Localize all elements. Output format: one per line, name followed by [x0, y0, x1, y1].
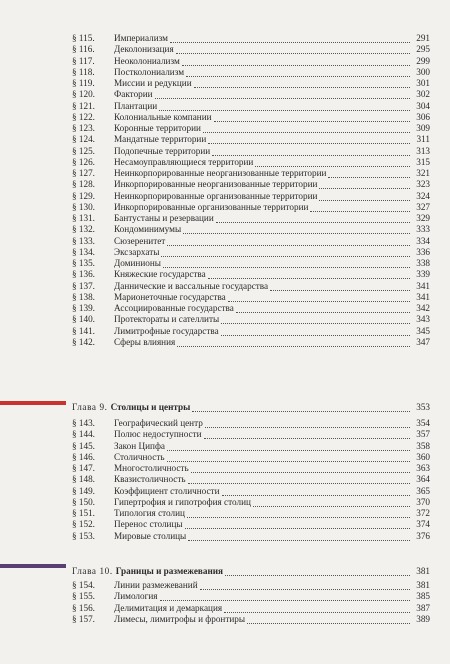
section-number: § 143.: [72, 418, 95, 428]
page-number: 347: [416, 336, 430, 347]
page-number: 339: [416, 269, 430, 280]
entry-title: Инкорпорированные неорганизованные территории: [114, 179, 318, 190]
toc-entry: [72, 429, 430, 440]
entry-title: Полюс недоступности: [114, 429, 202, 440]
section-number: § 147.: [72, 463, 95, 473]
page-number: 313: [416, 145, 430, 156]
leader-dots: [212, 147, 410, 156]
toc-entry: [72, 269, 430, 280]
toc-entry: [72, 236, 430, 247]
page-number: 385: [416, 591, 430, 602]
entry-title: Бантустаны и резервации: [114, 213, 214, 223]
section-number: § 124.: [72, 134, 95, 145]
toc-entry: [72, 44, 430, 55]
leader-dots: [328, 169, 410, 178]
section-number: § 131.: [72, 213, 95, 223]
section-number: § 123.: [72, 123, 95, 133]
leader-dots: [222, 487, 411, 496]
section-number: § 153.: [72, 530, 95, 541]
toc-entry: [72, 603, 430, 614]
toc-entry: [72, 67, 430, 78]
entry-title: Кондоминимумы: [114, 224, 182, 235]
toc-entry: [72, 292, 430, 303]
entry-title: Квазистоличность: [114, 474, 186, 485]
page-number: 336: [416, 246, 430, 257]
chapter-10-heading: [72, 566, 430, 577]
page-number: 302: [416, 89, 430, 100]
page-number: 343: [416, 314, 430, 325]
chapter-9-color-bar: [0, 401, 66, 405]
leader-dots: [204, 430, 410, 439]
section-number: § 145.: [72, 440, 95, 451]
toc-entry: [72, 337, 430, 348]
page-number: 354: [416, 418, 430, 428]
leader-dots: [270, 282, 410, 291]
entry-title: Колониальные компании: [114, 111, 212, 122]
leader-dots: [208, 270, 410, 279]
entry-title: Миссии и редукции: [114, 78, 192, 88]
toc-entry: [72, 531, 430, 542]
entry-title: Коэффициент столичности: [114, 485, 220, 496]
section-number: § 126.: [72, 156, 95, 167]
page-number: 334: [416, 235, 430, 246]
page-number: 329: [416, 213, 430, 223]
entry-title: Империализм: [114, 33, 168, 43]
entry-title: Фактории: [114, 89, 153, 100]
toc-entry: [72, 452, 430, 463]
leader-dots: [160, 592, 410, 601]
section-number: § 140.: [72, 314, 95, 325]
section-number: § 141.: [72, 325, 95, 336]
section-number: § 132.: [72, 224, 95, 235]
entry-title: Постколониализм: [114, 66, 185, 77]
entry-title: Даннические и вассальные государства: [114, 280, 269, 291]
chapter-10-entries: [72, 580, 430, 625]
page-number: 342: [416, 303, 430, 313]
leader-dots: [205, 419, 410, 428]
leader-dots: [167, 442, 410, 451]
toc-entry: [72, 213, 430, 224]
leader-dots: [163, 259, 410, 268]
section-number: § 117.: [72, 55, 95, 66]
leader-dots: [208, 135, 410, 144]
section-number: § 152.: [72, 519, 95, 530]
chapter-title: Границы и размежевания: [115, 566, 224, 576]
entry-title: Линии размежеваний: [114, 580, 198, 590]
entry-title: Типология столиц: [114, 508, 185, 518]
entry-title: Делимитация и демаркация: [114, 602, 223, 613]
leader-dots: [247, 615, 410, 624]
page-number: 363: [416, 463, 430, 473]
section-number: § 146.: [72, 451, 95, 462]
entry-title: Плантации: [114, 100, 158, 111]
leader-dots: [200, 581, 410, 590]
entry-title: Коронные территории: [114, 123, 201, 133]
chapter-9-heading: [72, 402, 430, 413]
entry-title: Гипертрофия и гипотрофия столиц: [114, 496, 251, 507]
section-number: § 121.: [72, 100, 95, 111]
toc-entry: [72, 519, 430, 530]
section-number: § 138.: [72, 291, 95, 302]
leader-dots: [155, 90, 410, 99]
toc-entry: [72, 168, 430, 179]
toc-entry: [72, 33, 430, 44]
section-number: § 122.: [72, 111, 95, 122]
entry-title: Лимесы, лимитрофы и фронтиры: [114, 613, 246, 624]
leader-dots: [170, 34, 410, 43]
page-number: 389: [416, 613, 430, 624]
page-number: 338: [416, 258, 430, 268]
page-number: 370: [416, 496, 430, 507]
chapter-page-number: 353: [416, 402, 430, 412]
section-number: § 125.: [72, 145, 95, 156]
toc-entry: [72, 224, 430, 235]
toc-entry: [72, 146, 430, 157]
page-number: 372: [416, 508, 430, 518]
section-number: § 144.: [72, 429, 95, 440]
chapter-label: Глава 10.: [72, 566, 113, 576]
leader-dots: [310, 203, 410, 212]
entry-title: Подопечные территории: [114, 145, 211, 156]
leader-dots: [225, 567, 410, 576]
toc-entry: [72, 191, 430, 202]
leader-dots: [216, 214, 410, 223]
leader-dots: [236, 304, 410, 313]
entry-title: Мировые столицы: [114, 530, 187, 541]
leader-dots: [194, 79, 410, 88]
chapter-title: Столицы и центры: [110, 402, 191, 412]
entry-title: Неоколониализм: [114, 55, 180, 66]
entry-title: Сферы влияния: [114, 336, 176, 347]
page-number: 341: [416, 291, 430, 302]
page-number: 341: [416, 280, 430, 291]
section-number: § 118.: [72, 66, 95, 77]
section-number: § 128.: [72, 179, 95, 190]
toc-entry: [72, 258, 430, 269]
toc-entry: [72, 463, 430, 474]
toc-entry: [72, 591, 430, 602]
page-number: 365: [416, 485, 430, 496]
page-number: 324: [416, 190, 430, 201]
leader-dots: [214, 113, 410, 122]
leader-dots: [167, 453, 410, 462]
leader-dots: [255, 158, 410, 167]
toc-entry: [72, 112, 430, 123]
leader-dots: [319, 192, 410, 201]
leader-dots: [319, 180, 410, 189]
section-number: § 130.: [72, 201, 95, 212]
toc-entry: [72, 580, 430, 591]
page-number: 315: [416, 156, 430, 167]
page-number: 333: [416, 224, 430, 235]
page-number: 381: [416, 580, 430, 590]
toc-entry: [72, 441, 430, 452]
entry-title: Закон Ципфа: [114, 440, 165, 451]
section-number: § 154.: [72, 580, 95, 590]
page-number: 345: [416, 325, 430, 336]
toc-entry: [72, 326, 430, 337]
entry-title: Эксзархаты: [114, 246, 160, 257]
leader-dots: [188, 532, 410, 541]
page-number: 364: [416, 474, 430, 485]
page-number: 295: [416, 44, 430, 55]
toc-entry: [72, 78, 430, 89]
toc-entry: [72, 179, 430, 190]
chapter-row: [72, 566, 430, 577]
leader-dots: [176, 45, 410, 54]
page-number: 376: [416, 530, 430, 541]
entry-title: Лимология: [114, 591, 158, 602]
page-number: 387: [416, 602, 430, 613]
toc-entry: [72, 202, 430, 213]
section-number: § 116.: [72, 44, 95, 55]
entry-title: Ассоциированные государства: [114, 303, 234, 313]
section-number: § 115.: [72, 33, 95, 43]
toc-entry: [72, 157, 430, 168]
page-number: 327: [416, 201, 430, 212]
entry-title: Многостоличность: [114, 463, 189, 473]
section-number: § 119.: [72, 78, 95, 88]
leader-dots: [228, 293, 410, 302]
section-number: § 134.: [72, 246, 95, 257]
entry-title: Мандатные территории: [114, 134, 207, 145]
toc-entry: [72, 281, 430, 292]
toc-entry: [72, 247, 430, 258]
leader-dots: [203, 124, 410, 133]
leader-dots: [177, 338, 410, 347]
leader-dots: [221, 315, 410, 324]
section-number: § 156.: [72, 602, 95, 613]
entry-title: Перенос столицы: [114, 519, 183, 530]
entry-title: Деколонизация: [114, 44, 174, 55]
entry-title: Протектораты и сателлиты: [114, 314, 220, 325]
page-number: 291: [416, 33, 430, 43]
section-number: § 120.: [72, 89, 95, 100]
page-number: 309: [416, 123, 430, 133]
entry-title: Инкорпорированные организованные территории: [114, 201, 309, 212]
section-number: § 150.: [72, 496, 95, 507]
toc-entry: [72, 314, 430, 325]
leader-dots: [185, 520, 410, 529]
leader-dots: [221, 327, 410, 336]
entry-title: Княжеские государства: [114, 269, 206, 280]
toc-entry: [72, 303, 430, 314]
leader-dots: [183, 225, 410, 234]
toc-entry: [72, 123, 430, 134]
entry-title: Доминионы: [114, 258, 161, 268]
section-number: § 155.: [72, 591, 95, 602]
toc-entry: [72, 56, 430, 67]
chapter-10-color-bar: [0, 564, 66, 568]
section-number: § 142.: [72, 336, 95, 347]
page-number: 301: [416, 78, 430, 88]
section-number: § 129.: [72, 190, 95, 201]
leader-dots: [224, 604, 410, 613]
page-number: 299: [416, 55, 430, 66]
toc-entry: [72, 497, 430, 508]
leader-dots: [161, 248, 410, 257]
page-number: 323: [416, 179, 430, 190]
leader-dots: [191, 464, 410, 473]
toc-section-top: [72, 33, 430, 348]
entry-title: Марионеточные государства: [114, 291, 226, 302]
section-number: § 157.: [72, 613, 95, 624]
chapter-page-number: 381: [416, 566, 430, 576]
section-number: § 151.: [72, 508, 95, 518]
page-number: 304: [416, 100, 430, 111]
toc-entry: [72, 101, 430, 112]
leader-dots: [186, 68, 410, 77]
leader-dots: [167, 237, 410, 246]
section-number: § 136.: [72, 269, 95, 280]
entry-title: Неинкорпорированные неорганизованные территории: [114, 168, 327, 178]
toc-entry: [72, 486, 430, 497]
toc-entry: [72, 134, 430, 145]
section-number: § 149.: [72, 485, 95, 496]
page-number: 374: [416, 519, 430, 530]
toc-entry: [72, 418, 430, 429]
leader-dots: [253, 498, 410, 507]
entry-title: Лимитрофные государства: [114, 325, 219, 336]
toc-entry: [72, 89, 430, 100]
entry-title: Столичность: [114, 451, 165, 462]
chapter-label: Глава 9.: [72, 402, 108, 412]
section-number: § 135.: [72, 258, 95, 268]
page-number: 321: [416, 168, 430, 178]
toc-entry: [72, 614, 430, 625]
page-number: 360: [416, 451, 430, 462]
page-number: 311: [416, 134, 430, 145]
section-number: § 139.: [72, 303, 95, 313]
chapter-9-entries: [72, 418, 430, 542]
page-number: 306: [416, 111, 430, 122]
section-number: § 148.: [72, 474, 95, 485]
leader-dots: [182, 57, 410, 66]
entry-title: Несамоуправляющиеся территории: [114, 156, 254, 167]
toc-entry: [72, 474, 430, 485]
page-number: 357: [416, 429, 430, 440]
chapter-row: [72, 402, 430, 413]
leader-dots: [188, 475, 410, 484]
leader-dots: [159, 102, 410, 111]
entry-title: Неинкорпорированные организованные территории: [114, 190, 318, 201]
page-number: 358: [416, 440, 430, 451]
leader-dots: [192, 403, 410, 412]
entry-title: Сюзеренитет: [114, 235, 166, 246]
page-number: 300: [416, 66, 430, 77]
leader-dots: [187, 509, 410, 518]
section-number: § 133.: [72, 235, 95, 246]
section-number: § 137.: [72, 280, 95, 291]
entry-title: Географический центр: [114, 418, 203, 428]
toc-entry: [72, 508, 430, 519]
section-number: § 127.: [72, 168, 95, 178]
